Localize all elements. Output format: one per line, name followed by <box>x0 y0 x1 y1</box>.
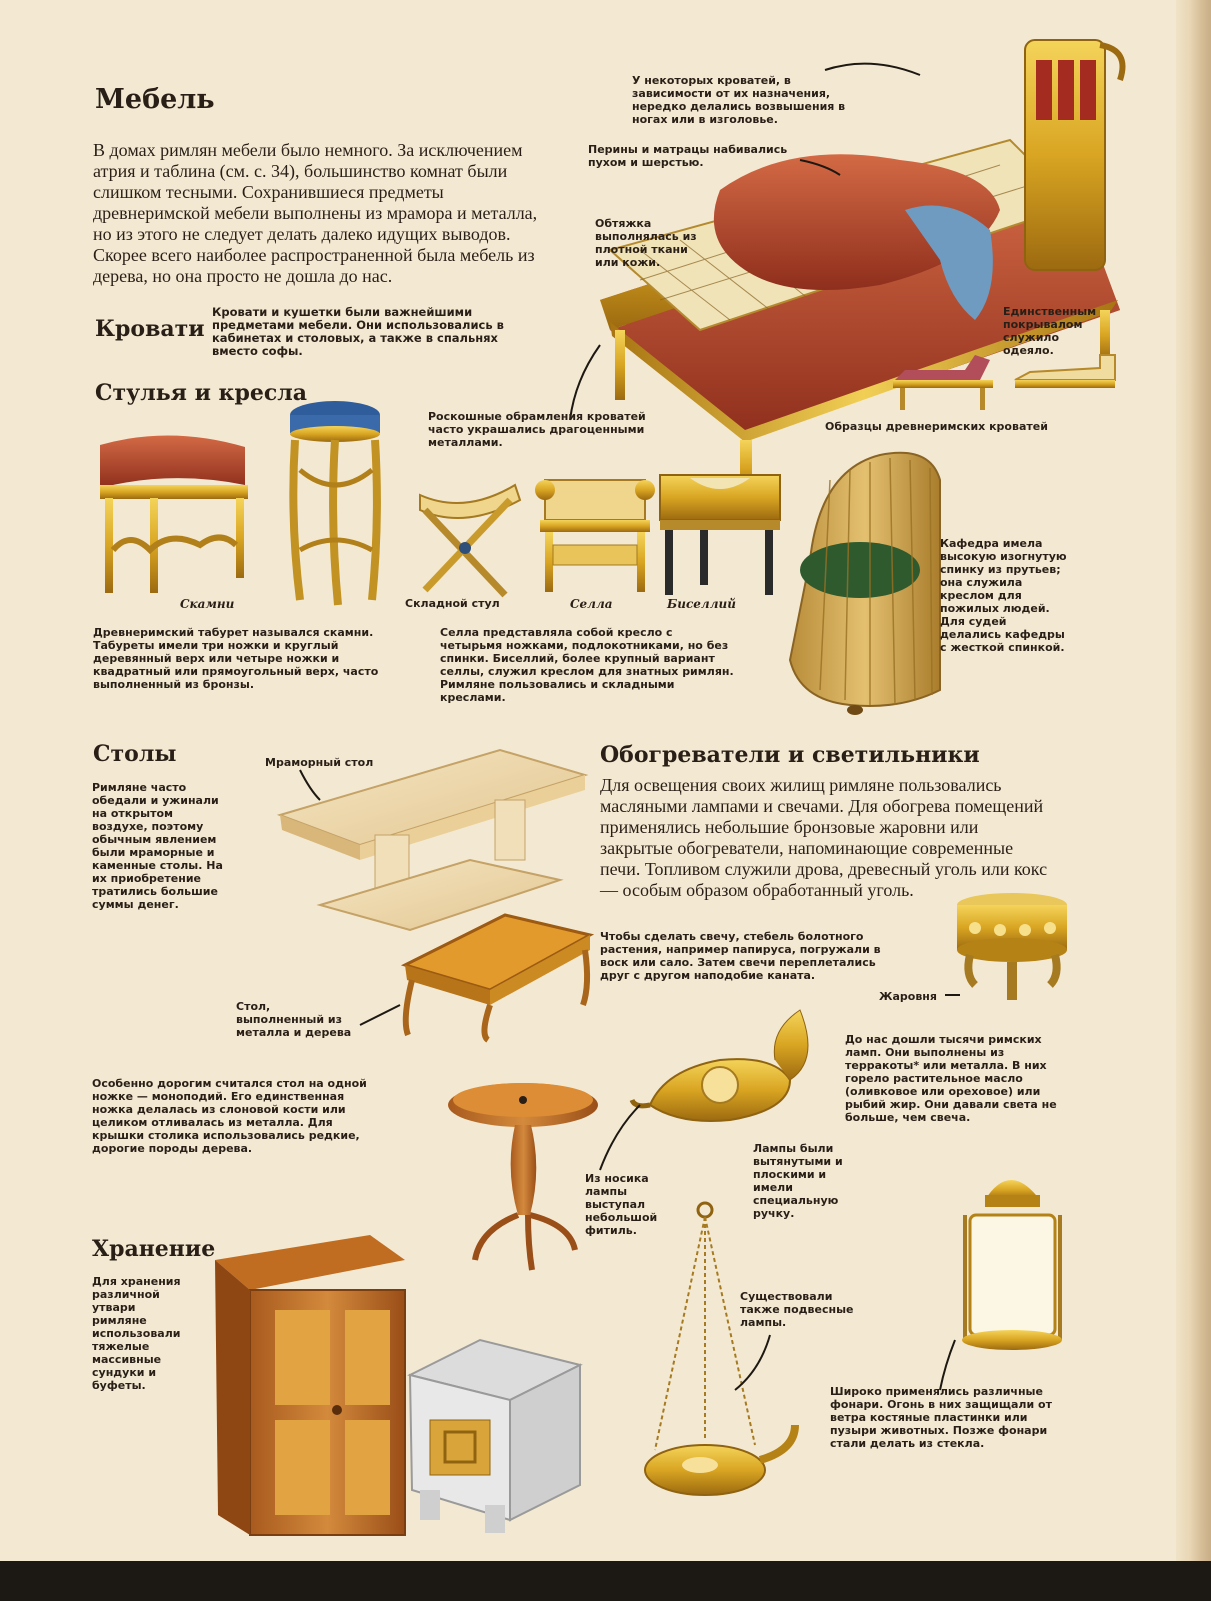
bed-headboard-note: У некоторых кроватей, в зависимости от их назначения, нередко делались возвышения в ногах или в изголовье. <box>632 74 846 126</box>
storage-text: Для хранения различной утвари римляне использовали тяжелые массивные сундуки и буфеты. <box>92 1275 181 1392</box>
bed-samples-caption: Образцы древнеримских кроватей <box>825 420 1048 433</box>
round-stool-illustration <box>290 401 380 605</box>
metal-wood-table-illustration <box>405 915 590 1040</box>
beds-text: Кровати и кушетки были важнейшими предметами мебели. Они использовались в кабинетах и столовых, а также в спальнях вместо софы. <box>212 305 504 358</box>
beds-heading: Кровати <box>95 316 205 342</box>
lantern-illustration <box>962 1180 1062 1350</box>
tables-text: Римляне часто обедали и ужинали на открытом воздухе, поэтому обычным явлением были мраморные и каменные столы. На их приобретение тратились большие суммы денег. <box>92 781 223 911</box>
sella-illustration <box>535 480 655 592</box>
label-marble-table: Мраморный стол <box>265 756 374 769</box>
chairs-heading: Стулья и кресла <box>95 380 307 406</box>
brazier-illustration <box>957 893 1067 1000</box>
intro-paragraph: В домах римлян мебели было немного. За исключением атрия и таблина (см. с. 34), большинство комнат были слишком тесными. Сохранившиеся предметы древнеримской мебели выполнены из мрамора и металла, но из этого не следует делать далеко идущих выводов. Скорее всего наиболее распространенной была мебель из дерева, но она просто не дошла до нас. <box>93 140 538 286</box>
page-title: Мебель <box>95 84 215 115</box>
label-folding-stool: Складной стул <box>405 597 500 610</box>
label-brazier: Жаровня <box>879 990 937 1003</box>
square-stool-illustration <box>100 435 248 593</box>
bisellium-illustration <box>660 475 780 595</box>
monopod-text: Особенно дорогим считался стол на одной ножке — моноподий. Его единственная ножка делалась из слоновой кости или целиком отливалась из металла. Для крышки столика использовались редкие, дорогие породы дерева. <box>92 1077 367 1155</box>
label-sella: Селла <box>570 597 613 611</box>
marble-table-illustration <box>280 750 585 930</box>
bed-cover-note: Обтяжка выполнялась из плотной ткани или кожи. <box>595 217 697 269</box>
heating-heading: Обогреватели и светильники <box>600 742 980 768</box>
candle-text: Чтобы сделать свечу, стебель болотного растения, например папируса, погружали в воск или сало. Затем свечи переплетались друг с другом наподобие каната. <box>600 930 881 982</box>
lamp-shape-text: Лампы были вытянутыми и плоскими и имели специальную ручку. <box>753 1142 843 1220</box>
wardrobe-illustration <box>215 1235 405 1535</box>
oil-lamp-illustration <box>632 1010 808 1121</box>
bottom-shadow <box>0 1561 1211 1601</box>
tables-heading: Столы <box>93 741 177 767</box>
lamps-text: До нас дошли тысячи римских ламп. Они выполнены из терракоты* или металла. В них горело растительное масло (оливковое или ореховое) или рыбий жир. Они давали света не больше, чем свеча. <box>845 1033 1057 1124</box>
chest-illustration <box>410 1340 580 1533</box>
hanging-lamp-illustration <box>645 1203 795 1495</box>
heating-text: Для освещения своих жилищ римляне пользовались масляными лампами и свечами. Для обогрева помещений применялись небольшие бронзовые жаровни или закрытые обогреватели, напоминающие современные печи. Топливом служили дрова, древесный уголь или кокс — особым образом обработанный уголь. <box>600 775 1048 900</box>
lantern-text: Широко применялись различные фонари. Огонь в них защищали от ветра костяные пластинки или пузыри животных. Позже фонари стали делать из стекла. <box>830 1385 1052 1450</box>
cathedra-text: Кафедра имела высокую изогнутую спинку из прутьев; она служила креслом для пожилых людей. Для судей делались кафедры с жесткой спинкой. <box>940 537 1067 654</box>
folding-stool-illustration <box>420 485 520 595</box>
label-bisellium: Биселлий <box>667 597 736 611</box>
cathedra-chair-illustration <box>790 453 940 715</box>
label-metal-wood-table: Стол, выполненный из металла и дерева <box>236 1000 352 1039</box>
scamni-text: Древнеримский табурет назывался скамни. Табуреты имели три ножки и круглый деревянный верх или четыре ножки и квадратный или прямоугольный верх, часто выполненный из бронзы. <box>93 626 379 691</box>
sella-text: Селла представляла собой кресло с четырьмя ножками, подлокотниками, но без спинки. Биселлий, более крупный вариант селлы, служил креслом для знатных римлян. Римляне пользовались и складными креслами. <box>440 626 734 704</box>
storage-heading: Хранение <box>92 1236 216 1262</box>
page-edge <box>1176 0 1211 1601</box>
bed-frame-note: Роскошные обрамления кроватей часто украшались драгоценными металлами. <box>428 410 646 449</box>
label-scamni: Скамни <box>180 597 235 611</box>
wick-text: Из носика лампы выступал небольшой фитиль. <box>585 1172 658 1237</box>
hanging-lamp-text: Существовали также подвесные лампы. <box>740 1290 854 1329</box>
monopodium-table-illustration <box>448 1083 598 1270</box>
bed-blanket-note: Единственным покрывалом служило одеяло. <box>1003 305 1097 357</box>
bed-mattress-note: Перины и матрацы набивались пухом и шерстью. <box>588 143 788 169</box>
